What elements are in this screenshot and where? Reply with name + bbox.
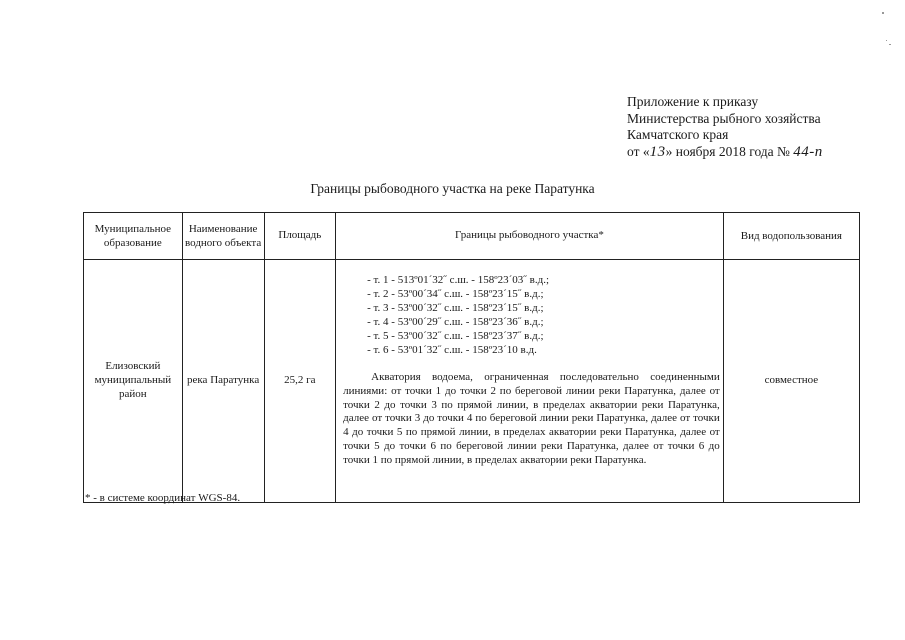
header-area: Площадь — [264, 213, 336, 260]
boundary-description: Акватория водоема, ограниченная последовательно соединенными линиями: от точки 1 до точки 2 по береговой линии реки Паратунка, далее от точки 2 до точки 3 по прямой линии, в пределах акватории реки Паратунка, далее от точки 3 до точки 4 по береговой линии реки Паратунка, далее от точки 4 до точки 5 по прямой линии, в пределах акватории реки Паратунка, далее от точки 5 до точки 6 по береговой линии реки Паратунка, далее от точки 6 до точки 1 по прямой линии, в пределах акватории реки Паратунка. — [343, 371, 720, 466]
table-header-row — [84, 213, 860, 260]
coordinate-point: - т. 6 - 53º01´32˝ с.ш. - 158º23´10 в.д. — [367, 344, 537, 356]
scan-speck — [886, 40, 887, 41]
header-usage: Вид водопользования — [723, 213, 859, 260]
coordinate-point: - т. 1 - 513º01´32˝ с.ш. - 158º23´03˝ в.д.; — [367, 274, 550, 286]
date-prefix: от « — [627, 143, 650, 159]
coordinate-point: - т. 4 - 53º00´29˝ с.ш. - 158º23´36˝ в.д.; — [367, 316, 544, 328]
cell-usage: совместное — [723, 260, 859, 503]
date-day-handwritten: 13 — [649, 143, 666, 160]
coordinate-point: - т. 3 - 53º00´32˝ с.ш. - 158º23´15˝ в.д.; — [367, 302, 544, 314]
date-middle: » ноября 2018 года № — [665, 143, 790, 159]
scan-speck — [889, 44, 891, 45]
boundaries-table — [83, 212, 860, 503]
appendix-line-1: Приложение к приказу — [627, 94, 759, 109]
header-boundaries: Границы рыбоводного участка* — [336, 213, 724, 260]
table-row — [84, 260, 860, 503]
header-municipality: Муниципальное образование — [84, 213, 183, 260]
scan-speck — [882, 12, 884, 14]
coordinate-points-list — [367, 274, 720, 358]
cell-area: 25,2 га — [264, 260, 336, 503]
footnote: * - в системе координат WGS-84. — [85, 492, 241, 504]
cell-boundaries — [336, 260, 724, 503]
cell-municipality: Елизовский муниципальный район — [84, 260, 183, 503]
appendix-date-line — [627, 144, 823, 161]
appendix-line-3: Камчатского края — [627, 127, 729, 142]
coordinate-point: - т. 2 - 53º00´34˝ с.ш. - 158º23´15˝ в.д.; — [367, 288, 544, 300]
order-number-handwritten: 44-п — [793, 143, 823, 160]
coordinate-point: - т. 5 - 53º00´32˝ с.ш. - 158º23´37˝ в.д.; — [367, 330, 544, 342]
appendix-header — [627, 94, 823, 160]
appendix-line-2: Министерства рыбного хозяйства — [627, 110, 821, 126]
header-water-body: Наименование водного объекта — [182, 213, 264, 260]
cell-water-body: река Паратунка — [182, 260, 264, 503]
document-title: Границы рыбоводного участка на реке Паратунка — [310, 181, 595, 196]
